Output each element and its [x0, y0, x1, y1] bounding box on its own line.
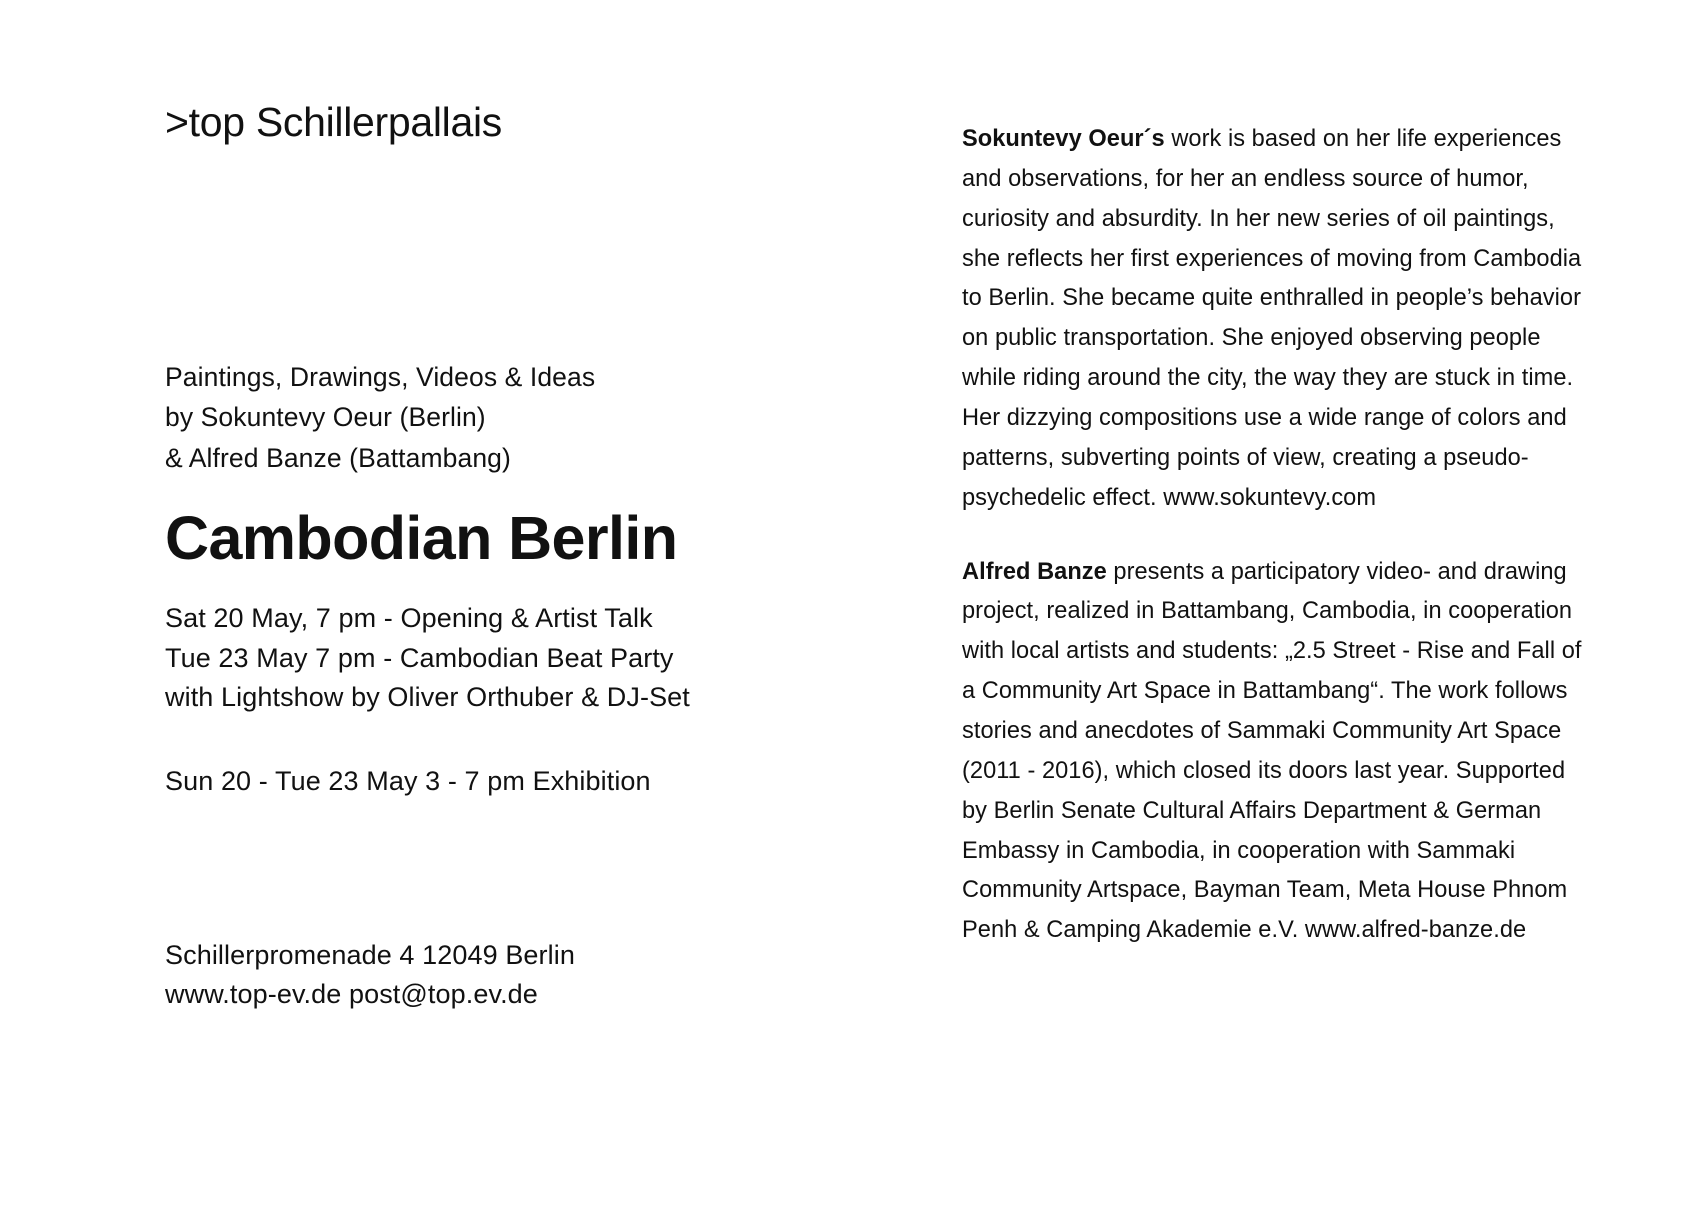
- artist-paragraph-banze: [962, 553, 1592, 952]
- artist-paragraph-sokuntevy: [962, 120, 1592, 519]
- address-line: Schillerpromenade 4 12049 Berlin: [165, 939, 575, 970]
- artist-name-sokuntevy: Sokuntevy Oeur´s: [962, 126, 1165, 152]
- artist-name-banze: Alfred Banze: [962, 558, 1107, 585]
- event-line-1: Sat 20 May, 7 pm - Opening & Artist Talk: [165, 602, 653, 633]
- contact-line: www.top-ev.de post@top.ev.de: [165, 978, 538, 1009]
- event-line-3: with Lightshow by Oliver Orthuber & DJ-Set: [165, 682, 690, 713]
- credits-line-1: Paintings, Drawings, Videos & Ideas: [165, 362, 596, 393]
- artist-text-banze: presents a participatory video- and drawing project, realized in Battambang, Cambodia, in cooperation with local artists and students: „2.5 Street - Rise and Fall of a Community Art Space in Battambang“. The work follows stories and anecdotes of Sammaki Community Art Space (2011 - 2016), which closed its doors last year. Supported by Berlin Senate Cultural Affairs Department & German Embassy in Cambodia, in cooperation with Sammaki Community Artspace, Bayman Team, Meta House Phnom Penh & Camping Akademie e.V. www.alfred-banze.de: [962, 558, 1582, 944]
- credits-block: [165, 357, 805, 478]
- left-column: [165, 100, 805, 1014]
- event-line-2: Tue 23 May 7 pm - Cambodian Beat Party: [165, 642, 674, 673]
- venue-title: >top Schillerpallais: [165, 99, 502, 145]
- exhibition-hours: Sun 20 - Tue 23 May 3 - 7 pm Exhibition: [165, 766, 651, 796]
- credits-line-2: by Sokuntevy Oeur (Berlin): [165, 402, 486, 433]
- events-block: [165, 599, 805, 718]
- credits-line-3: & Alfred Banze (Battambang): [165, 442, 511, 473]
- artist-text-sokuntevy: work is based on her life experiences and observations, for her an endless source of humor, curiosity and absurdity. In her new series of oil paintings, she reflects her first experiences of moving from Cambodia to Berlin. She became quite enthralled in people’s behavior on public transportation. She enjoyed observing people while riding around the city, the way they are stuck in time. Her dizzying compositions use a wide range of colors and patterns, subverting points of view, creating a pseudo-psychedelic effect. www.sokuntevy.com: [962, 126, 1582, 511]
- right-column: [962, 120, 1592, 951]
- page-title: Cambodian Berlin: [165, 503, 678, 572]
- address-block: [165, 936, 805, 1014]
